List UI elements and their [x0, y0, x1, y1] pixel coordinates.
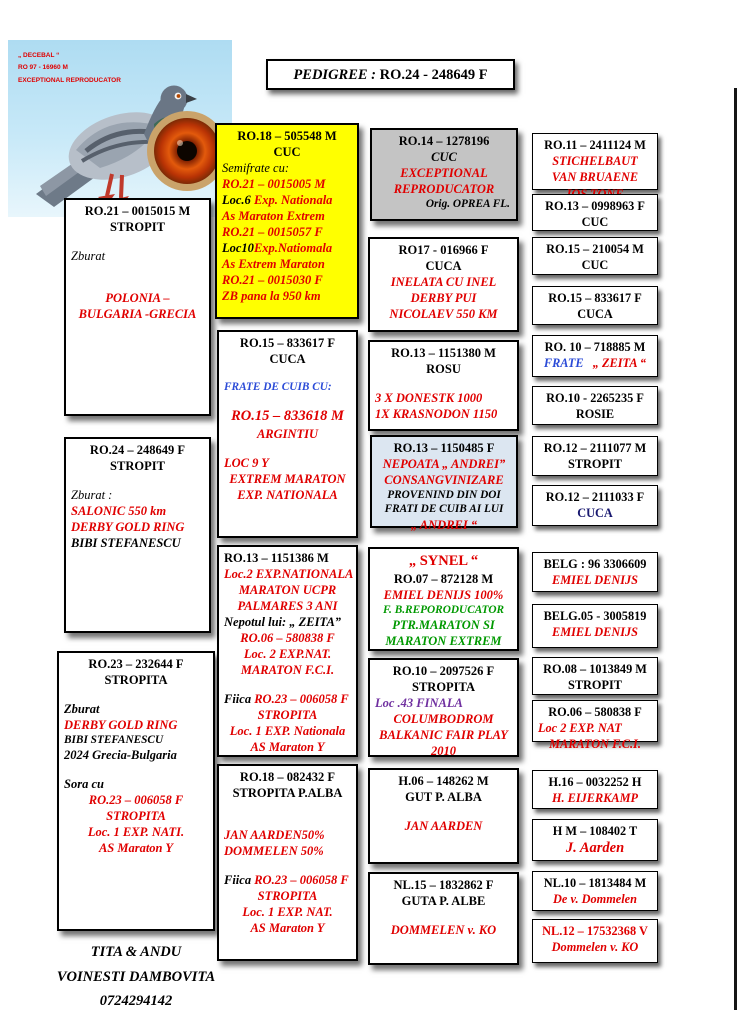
pedigree-line: AS Maraton Y	[98, 841, 174, 856]
pedigree-line: NL.10 – 1813484 M	[543, 876, 647, 890]
pedigree-line: RO.13 – 0998963 F	[545, 199, 645, 213]
pedigree-line: Loc .43 FINALA	[375, 696, 463, 710]
pedigree-box-ro14-1278196	[370, 128, 518, 221]
pedigree-box-belg96-3306609	[532, 552, 658, 592]
pedigree-box-ro13-1151380	[368, 340, 519, 431]
pedigree-line: MARATON UCPR	[238, 583, 337, 597]
pedigree-line-part: Loc.6	[222, 193, 254, 207]
pedigree-line: CUC	[431, 150, 457, 164]
pedigree-line: AS Maraton Y	[250, 921, 325, 935]
pedigree-box-ro23-232644	[57, 651, 215, 931]
pedigree-line-part: RO.23 – 006058 F	[254, 873, 349, 887]
pedigree-line: STICHELBAUT	[552, 154, 638, 169]
pedigree-line: CUC	[581, 215, 609, 230]
pedigree-box-h06-148262	[368, 768, 519, 864]
pedigree-line: FRATE DE CUIB CU:	[224, 381, 332, 393]
pedigree-line: NICOLAEV 550 KM	[389, 307, 498, 321]
pedigree-line: RO.21 – 0015015 M	[84, 204, 191, 218]
pedigree-line: RO.15 – 833618 M	[231, 408, 344, 425]
pedigree-line: JAN AARDEN	[404, 819, 483, 833]
pedigree-line: Orig. OPREA FL.	[425, 198, 510, 210]
pedigree-line: F. B.REPORODUCATOR	[382, 603, 505, 616]
pedigree-line: ZB pana la 950 km	[222, 289, 321, 303]
pedigree-line: Semifrate cu:	[222, 161, 289, 175]
pedigree-line: RO.08 – 1013849 M	[543, 662, 647, 676]
pedigree-line: EXTREM MARATON	[229, 472, 346, 486]
pedigree-line: As Extrem Maraton	[222, 257, 325, 271]
pedigree-box-nl15-1832862	[368, 872, 519, 965]
pedigree-line: Dommelen v. KO	[551, 940, 639, 955]
photo-caption	[18, 50, 121, 87]
pedigree-line-part: FRATE	[543, 356, 584, 371]
photo-caption-note: EXCEPTIONAL REPRODUCATOR	[18, 76, 121, 84]
pedigree-box-ro13-1151386	[217, 545, 358, 757]
pedigree-box-nl12-17532368	[532, 919, 658, 963]
pedigree-line: VAN BRUAENE	[551, 170, 639, 185]
pedigree-box-ro10-718885	[532, 335, 658, 377]
pedigree-line: STROPIT	[568, 678, 622, 693]
pedigree-box-ro10-2265235	[532, 386, 658, 425]
pedigree-line: 2010	[431, 744, 456, 758]
pedigree-line: RO.10 – 2097526 F	[392, 664, 495, 678]
pedigree-line	[61, 688, 211, 701]
pedigree-line-part: Fiica	[224, 692, 255, 706]
pedigree-line: STROPITA	[104, 673, 168, 687]
pedigree-box-ro24-248649	[64, 437, 211, 633]
pedigree-line: Loc. 2 EXP.NAT.	[243, 647, 332, 661]
pedigree-box-hm-108402	[532, 819, 658, 861]
pedigree-line: RO.23 – 232644 F	[88, 657, 184, 671]
pedigree-line	[221, 801, 354, 814]
pedigree-line-part: Exp.Natiomala	[253, 241, 333, 255]
pedigree-line: PALMARES 3 ANI	[237, 599, 338, 613]
pedigree-line: EMIEL DENIJS 100%	[383, 587, 504, 602]
pedigree-line: EXP. NATIONALA	[237, 488, 338, 502]
pedigree-line	[68, 235, 207, 248]
pedigree-box-ro10-2097526	[368, 658, 519, 757]
pedigree-line: „ SYNEL “	[408, 553, 479, 569]
pedigree-line: H. EIJERKAMP	[551, 791, 639, 806]
pedigree-box-ro18-505548	[215, 123, 359, 319]
pedigree-line	[61, 763, 211, 776]
pedigree-line: MARATON F.C.I.	[240, 663, 335, 677]
pedigree-line: 1X KRASNODON 1150	[375, 407, 498, 421]
pedigree-line: Zburat :	[71, 488, 113, 502]
pedigree-line: MARATON EXTREM	[385, 634, 502, 648]
pedigree-line	[221, 394, 354, 407]
pedigree-box-ro06-580838	[532, 700, 658, 752]
pedigree-line: BIBI STEFANESCU	[71, 536, 181, 550]
pedigree-line: DERBY PUI	[410, 291, 477, 305]
pedigree-line: TITA & ANDU	[90, 944, 182, 960]
pedigree-line: LOC 9 Y	[224, 456, 269, 470]
pedigree-line: DERBY GOLD RING	[64, 718, 178, 732]
pedigree-line	[219, 240, 355, 256]
pedigree-box-ro13-1150485	[370, 435, 518, 532]
pedigree-line: CUC	[581, 258, 609, 273]
pedigree-line: EXCEPTIONAL	[400, 166, 488, 180]
pedigree-line-part: PEDIGREE :	[293, 67, 380, 83]
pedigree-line: J. Aarden	[565, 840, 625, 857]
pedigree-line: MARATON F.C.I.	[549, 737, 641, 752]
pedigree-line: RO.21 – 0015005 M	[222, 177, 326, 191]
pedigree-line: Loc. 1 EXP. Nationala	[229, 724, 346, 738]
pedigree-line: BULGARIA -GRECIA	[78, 307, 197, 321]
pedigree-box-ro15-833617f	[532, 286, 658, 325]
pedigree-line: EMIEL DENIJS	[552, 573, 638, 588]
pedigree-line: ROSIE	[575, 407, 615, 422]
pedigree-line: Loc.2 EXP.NATIONALA	[224, 567, 354, 581]
pedigree-line: STROPITA	[257, 889, 318, 903]
pedigree-line: RO.18 – 082432 F	[239, 770, 336, 784]
pedigree-box-ro15-833617-cuca	[217, 330, 358, 538]
pedigree-line: De v. Dommelen	[553, 892, 637, 907]
pedigree-box-ro15-210054	[532, 237, 658, 275]
pedigree-line: BALKANIC FAIR PLAY	[379, 728, 508, 742]
pedigree-line	[221, 691, 354, 707]
photo-caption-name: „ DECEBAL “	[18, 52, 60, 59]
pedigree-line	[219, 192, 355, 208]
pedigree-line: Loc. 1 EXP. NAT.	[242, 905, 333, 919]
pedigree-line: RO.15 – 833617 F	[239, 336, 336, 350]
pedigree-line: STROPIT	[110, 459, 165, 473]
pedigree-line: H.06 – 148262 M	[398, 774, 489, 788]
pedigree-line: VOINESTI DAMBOVITA	[56, 968, 216, 985]
pedigree-box-ro08-1013849	[532, 657, 658, 695]
pedigree-line: CUCA	[577, 307, 613, 322]
pedigree-line: Loc 2 EXP. NAT	[538, 721, 622, 736]
pedigree-line: As Maraton Extrem	[222, 209, 325, 223]
pedigree-line	[270, 66, 511, 85]
pedigree-line: RO.15 – 210054 M	[546, 242, 644, 256]
pedigree-box-ro17-016966	[368, 237, 519, 332]
pedigree-line: Zburat	[64, 702, 100, 716]
pedigree-line: SALONIC 550 km	[71, 504, 167, 518]
pedigree-line: Sora cu	[64, 777, 104, 792]
pedigree-line: „ ANDREI “	[410, 517, 478, 532]
pedigree-line: CUC	[273, 145, 301, 159]
pedigree-line: STROPITA P.ALBA	[232, 786, 343, 800]
pedigree-line: CONSANGVINIZARE	[384, 473, 504, 487]
pedigree-line: COLUMBODROM	[393, 712, 494, 726]
pedigree-line: RO.15 – 833617 F	[548, 291, 642, 305]
pedigree-line: NEPOATA „ ANDREI”	[382, 457, 506, 471]
pedigree-line: Zburat	[71, 249, 106, 263]
pedigree-box-belg05-3005819	[532, 604, 658, 648]
pedigree-line: 0724294142	[99, 993, 173, 1010]
pedigree-box-ro11-2411124	[532, 133, 658, 190]
pedigree-line: PROVENIND DIN DOI	[387, 489, 501, 501]
pedigree-line: RO.21 – 0015057 F	[222, 225, 323, 239]
pedigree-line: RO.12 – 2111077 M	[543, 441, 647, 455]
pedigree-line	[68, 277, 207, 290]
pedigree-line: STROPITA	[106, 809, 166, 824]
pedigree-line: ARGINTIU	[256, 427, 319, 441]
pedigree-line: BELG.05 - 3005819	[543, 609, 647, 623]
pedigree-box-h16-0032252	[532, 770, 658, 809]
pedigree-line	[221, 678, 354, 691]
pedigree-box-ro07-872128	[368, 547, 519, 651]
pedigree-line	[221, 367, 354, 380]
pedigree-line: REPRODUCATOR	[393, 182, 495, 196]
pedigree-line: JAN AARDEN50%	[224, 828, 325, 842]
pedigree-line	[372, 377, 515, 390]
pedigree-line: RO.12 – 2111033 F	[545, 490, 645, 504]
pigeon-photo	[8, 40, 232, 217]
pedigree-line: EMIEL DENIJS	[552, 625, 638, 640]
pedigree-line: GUT P. ALBA	[405, 790, 482, 804]
pedigree-box-ro18-082432	[217, 764, 358, 961]
pedigree-line: GUTA P. ALBE	[401, 894, 486, 908]
pedigree-line-part: Exp. Nationala	[253, 193, 333, 207]
pedigree-line: INELATA CU INEL	[390, 275, 497, 289]
pedigree-line: DOMMELEN 50%	[224, 844, 324, 858]
pedigree-line	[372, 805, 515, 818]
pedigree-line: POLONIA –	[105, 291, 170, 305]
pedigree-line: RO.06 – 580838 F	[240, 631, 335, 645]
pedigree-line: H.16 – 0032252 H	[548, 775, 642, 789]
pedigree-line: BELG : 96 3306609	[543, 557, 647, 571]
pedigree-line: RO. 10 – 718885 M	[544, 340, 646, 354]
pedigree-line	[221, 442, 354, 455]
pedigree-line: Loc. 1 EXP. NATI.	[87, 825, 185, 840]
pedigree-line: AS Maraton Y	[250, 740, 325, 754]
pedigree-box-ro13-0998963	[532, 194, 658, 231]
pedigree-line	[68, 264, 207, 277]
pedigree-line: Nepotul lui: „ ZEITA”	[224, 615, 342, 629]
pedigree-line: RO.13 – 1151386 M	[224, 551, 329, 565]
scan-edge-line	[734, 88, 737, 1010]
pedigree-line: RO.23 – 006058 F	[88, 793, 184, 808]
page-title	[266, 59, 515, 90]
pedigree-line: RO.21 – 0015030 F	[222, 273, 323, 287]
pedigree-line: STROPIT	[110, 220, 165, 234]
pedigree-line: CUCA	[269, 352, 306, 366]
pedigree-line	[221, 872, 354, 888]
pedigree-box-nl10-1813484	[532, 871, 658, 911]
pedigree-line: RO.10 - 2265235 F	[546, 391, 644, 405]
pedigree-line: STROPITA	[257, 708, 318, 722]
pedigree-box-ro21-0015015	[64, 198, 211, 416]
pedigree-line	[535, 355, 655, 371]
pedigree-line: RO.14 – 1278196	[398, 134, 490, 148]
pedigree-line	[221, 859, 354, 872]
pedigree-line: 2024 Grecia-Bulgaria	[64, 748, 177, 763]
pedigree-line: RO.13 – 1150485 F	[393, 441, 495, 455]
pedigree-line: DOMMELEN v. KO	[390, 923, 497, 937]
pedigree-line: H M – 108402 T	[552, 824, 638, 838]
pedigree-line: PTR.MARATON SI	[392, 618, 495, 632]
pedigree-line-part: „ ZEITA “	[583, 356, 647, 371]
pedigree-line	[68, 474, 207, 487]
pedigree-line: BIBI STEFANESCU	[64, 734, 164, 746]
pedigree-line: STROPIT	[568, 457, 622, 472]
footer-contact	[40, 937, 232, 1019]
pedigree-line	[372, 909, 515, 922]
pedigree-line: CUCA	[577, 506, 613, 521]
pedigree-line: RO.24 – 248649 F	[89, 443, 186, 457]
pedigree-line-part: Fiica	[224, 873, 255, 887]
photo-caption-ring: RO 97 - 16960 M	[18, 64, 68, 72]
pedigree-line: CUCA	[425, 259, 462, 273]
pedigree-line-part: RO.23 – 006058 F	[254, 692, 349, 706]
pedigree-line: FRATI DE CUIB AI LUI	[384, 503, 504, 516]
pedigree-line: RO.18 – 505548 M	[237, 129, 337, 143]
pedigree-line-part: RO.24 - 248649 F	[379, 67, 488, 83]
pedigree-line-part: Loc10	[222, 241, 254, 255]
pedigree-line: RO17 - 016966 F	[398, 243, 489, 257]
pedigree-box-ro12-2111077	[532, 436, 658, 476]
pedigree-box-ro12-2111033	[532, 485, 658, 526]
pedigree-line: RO.13 – 1151380 M	[391, 346, 496, 360]
pedigree-line: RO.06 – 580838 F	[548, 705, 642, 719]
pedigree-line: NL.15 – 1832862 F	[393, 878, 494, 892]
pedigree-line: ROSU	[426, 362, 461, 376]
pedigree-line: 3 X DONESTK 1000	[375, 391, 483, 405]
pedigree-line: NL.12 – 17532368 V	[542, 924, 648, 938]
pedigree-line: STROPITA	[412, 680, 475, 694]
pedigree-line: RO.11 – 2411124 M	[544, 138, 646, 152]
pedigree-line: RO.07 – 872128 M	[393, 571, 494, 586]
pedigree-line	[221, 814, 354, 827]
pedigree-line: DERBY GOLD RING	[71, 520, 185, 534]
